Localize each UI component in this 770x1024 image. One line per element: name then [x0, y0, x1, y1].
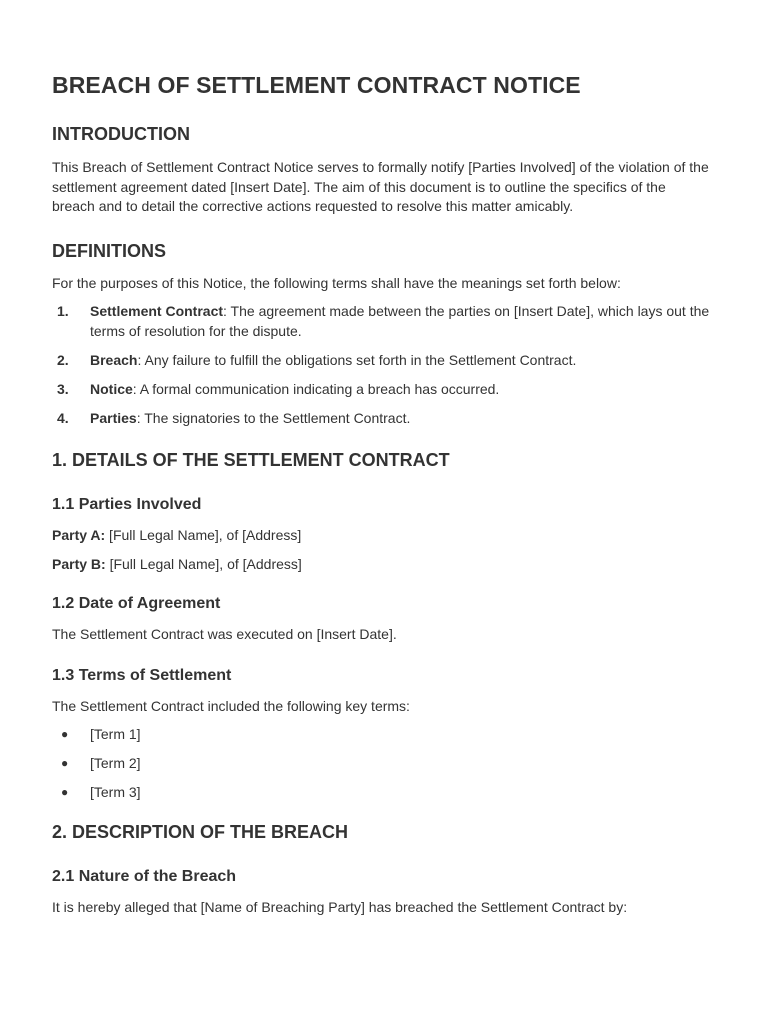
- bullet-icon: ●: [61, 727, 69, 741]
- term-text: [Term 2]: [90, 755, 141, 771]
- definition-term: Breach: [90, 351, 138, 368]
- party-a-value: [Full Legal Name], of [Address]: [105, 527, 302, 543]
- term-text: [Term 1]: [90, 726, 141, 742]
- list-number: 1.: [57, 303, 69, 319]
- list-item: [52, 380, 710, 400]
- party-b-line: [52, 555, 710, 575]
- date-of-agreement-text: The Settlement Contract was executed on [Insert Date].: [52, 626, 397, 642]
- list-number: 2.: [57, 351, 69, 368]
- parties-involved-heading: 1.1 Parties Involved: [52, 496, 202, 513]
- section-2-heading: 2. DESCRIPTION OF THE BREACH: [52, 821, 349, 842]
- list-number: 3.: [57, 380, 69, 397]
- definitions-list: [52, 302, 710, 428]
- introduction-heading: INTRODUCTION: [52, 124, 190, 144]
- introduction-text: This Breach of Settlement Contract Notice serves to formally notify [Parties Involved] of the violation of the settlement agreement dated [Insert Date]. The aim of this document is to outline the specifics of the breach and to detail the corrective actions requested to resolve this matter amicably.: [52, 159, 709, 214]
- party-a-line: [52, 526, 710, 546]
- terms-list: [52, 725, 710, 803]
- definition-text: : Any failure to fulfill the obligations set forth in the Settlement Contract.: [137, 351, 577, 368]
- list-item: [52, 351, 710, 371]
- definition-text: : The agreement made between the parties on [Insert Date], which lays out the terms of resolution for the dispute.: [90, 303, 710, 339]
- list-item: [52, 783, 710, 803]
- list-item: [52, 302, 710, 341]
- section-1-heading: 1. DETAILS OF THE SETTLEMENT CONTRACT: [52, 450, 450, 470]
- definition-term: Parties: [90, 409, 137, 426]
- date-of-agreement-heading: 1.2 Date of Agreement: [52, 595, 221, 612]
- party-b-label: Party B:: [52, 555, 106, 572]
- list-item: [52, 409, 710, 429]
- definitions-intro: For the purposes of this Notice, the following terms shall have the meanings set forth below:: [52, 274, 621, 291]
- term-text: [Term 3]: [90, 784, 141, 800]
- party-b-value: [Full Legal Name], of [Address]: [105, 555, 302, 572]
- bullet-icon: ●: [61, 756, 69, 770]
- definition-term: Settlement Contract: [90, 303, 224, 319]
- definition-term: Notice: [90, 380, 133, 397]
- definition-text: : A formal communication indicating a breach has occurred.: [132, 380, 500, 397]
- bullet-icon: ●: [61, 785, 69, 799]
- list-item: [52, 754, 710, 774]
- definitions-heading: DEFINITIONS: [52, 240, 167, 261]
- list-item: [52, 725, 710, 745]
- definition-text: : The signatories to the Settlement Contract.: [136, 409, 411, 426]
- party-a-label: Party A:: [52, 527, 106, 543]
- list-number: 4.: [57, 409, 69, 426]
- terms-of-settlement-heading: 1.3 Terms of Settlement: [52, 666, 232, 684]
- terms-intro: The Settlement Contract included the following key terms:: [52, 697, 410, 714]
- document-title: BREACH OF SETTLEMENT CONTRACT NOTICE: [52, 72, 581, 98]
- nature-of-breach-text: It is hereby alleged that [Name of Breaching Party] has breached the Settlement Contract by:: [52, 898, 628, 915]
- nature-of-breach-heading: 2.1 Nature of the Breach: [52, 867, 237, 885]
